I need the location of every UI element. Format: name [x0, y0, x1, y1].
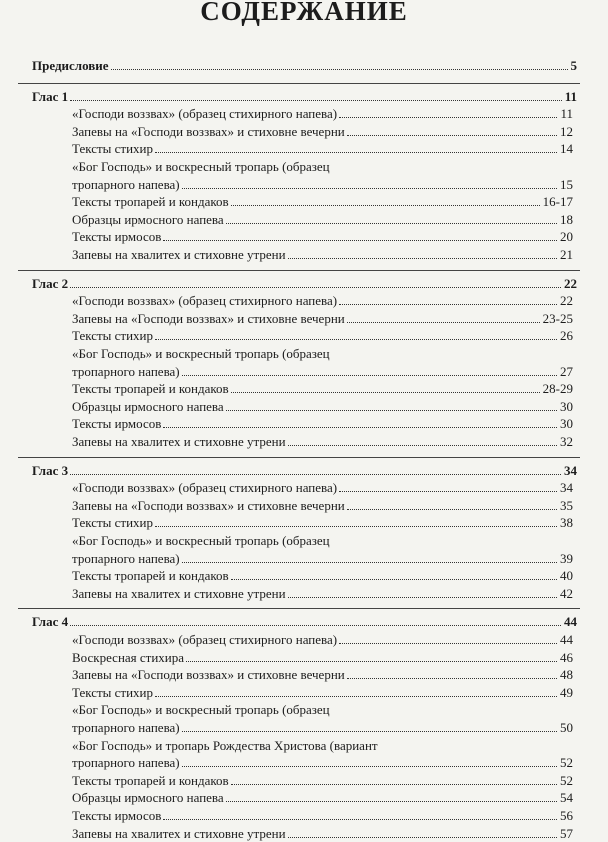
toc-entry-label-continued: тропарного напева)	[72, 363, 180, 379]
toc-entry-label: «Господи воззвах» (образец стихирного напева)	[72, 632, 338, 647]
page-title: СОДЕРЖАНИЕ	[200, 0, 408, 26]
toc-entry-label: Запевы на хвалитех и стиховне утрени	[72, 825, 286, 841]
toc-leader-dots	[155, 526, 557, 527]
toc-entry-label: Образцы ирмосного напева	[72, 790, 224, 806]
toc-leader-dots	[70, 287, 561, 288]
toc-page-number: 22	[564, 275, 577, 291]
toc-leader-dots	[339, 643, 557, 644]
toc-entry-label: Тексты ирмосов	[72, 416, 162, 432]
toc-page-number: 12	[560, 123, 573, 139]
toc-page-number: 54	[560, 790, 573, 806]
toc-entry-label: Запевы на хвалитех и стиховне утрени	[72, 247, 286, 262]
toc-page-number: 30	[560, 398, 573, 414]
toc-leader-dots	[288, 445, 557, 446]
toc-leader-dots	[182, 731, 557, 732]
toc-entry-label: Запевы на «Господи воззвах» и стиховне вечерни	[72, 123, 345, 139]
toc-entry-label: «Бог Господь» и воскресный тропарь (образец	[72, 533, 330, 548]
toc-leader-dots	[226, 410, 557, 411]
toc-leader-dots	[339, 304, 557, 305]
toc-page-number: 20	[560, 229, 573, 245]
toc-entry-label: Тексты стихир	[72, 684, 154, 700]
toc-leader-dots	[347, 322, 540, 323]
toc-page-number: 11	[564, 88, 577, 104]
toc-leader-dots	[347, 135, 557, 136]
toc-entry-label: Тексты тропарей и кондаков	[72, 194, 229, 210]
toc-page-number: 30	[560, 416, 573, 432]
toc-page-number: 52	[560, 772, 573, 788]
toc-entry-label: «Господи воззвах» (образец стихирного напева)	[72, 480, 338, 496]
toc-entry-label: Запевы на хвалитех и стиховне утрени	[72, 434, 286, 449]
toc-entry-label: «Бог Господь» и воскресный тропарь (образец	[72, 702, 330, 718]
toc-page-number: 56	[560, 808, 573, 823]
toc-entry-label: «Господи воззвах» (образец стихирного напева)	[72, 293, 338, 309]
toc-entry-label: Воскресная стихира	[72, 649, 185, 665]
toc-leader-dots	[155, 152, 557, 153]
toc-leader-dots	[186, 661, 557, 662]
section-separator	[18, 457, 580, 458]
toc-leader-dots	[163, 240, 557, 241]
toc-leader-dots	[339, 117, 557, 118]
toc-leader-dots	[231, 392, 540, 393]
toc-leader-dots	[182, 375, 557, 376]
toc-page-number: 5	[570, 58, 577, 73]
toc-page-number: 14	[560, 141, 573, 157]
toc-page-number: 22	[560, 293, 573, 309]
toc-leader-dots	[288, 837, 557, 838]
toc-leader-dots	[155, 696, 557, 697]
toc-leader-dots	[111, 69, 568, 70]
toc-leader-dots	[182, 188, 557, 189]
toc-entry-label: Запевы на «Господи воззвах» и стиховне вечерни	[72, 497, 345, 513]
toc-entry-label-continued: тропарного напева)	[72, 550, 180, 566]
toc-page-number: 50	[560, 719, 573, 735]
toc-page-number: 52	[560, 755, 573, 771]
toc-entry-label: Образцы ирмосного напева	[72, 398, 224, 414]
toc-page-number: 23-25	[542, 310, 573, 326]
toc-page-number: 34	[564, 462, 577, 478]
toc-entry-label: Тексты стихир	[72, 141, 154, 157]
toc-entry-label: «Бог Господь» и воскресный тропарь (образец	[72, 346, 330, 361]
toc-page-number: 57	[560, 825, 573, 841]
toc-entry-label-continued: тропарного напева)	[72, 755, 180, 771]
toc-entry-label: Предисловие	[32, 58, 109, 73]
toc-entry-label: Тексты тропарей и кондаков	[72, 772, 229, 788]
toc-entry-label: «Бог Господь» и воскресный тропарь (образец	[72, 159, 330, 174]
toc-page-number: 35	[560, 497, 573, 513]
toc-page-number: 28-29	[542, 381, 573, 397]
toc-page-number: 39	[560, 550, 573, 566]
toc-page-number: 32	[560, 434, 573, 449]
toc-leader-dots	[231, 579, 557, 580]
toc-entry-label: Тексты тропарей и кондаков	[72, 381, 229, 397]
toc-entry-label: Тексты стихир	[72, 515, 154, 531]
toc-leader-dots	[231, 205, 540, 206]
toc-leader-dots	[288, 258, 557, 259]
toc-leader-dots	[347, 509, 557, 510]
toc-leader-dots	[347, 678, 557, 679]
toc-page-number: 26	[560, 328, 573, 344]
toc-entry-label-continued: тропарного напева)	[72, 719, 180, 735]
toc-entry-label: Тексты стихир	[72, 328, 154, 344]
toc-page-number: 42	[560, 585, 573, 601]
toc-page-number: 38	[560, 515, 573, 531]
toc-leader-dots	[182, 766, 557, 767]
toc-page-number: 16-17	[542, 194, 573, 210]
toc-page-number: 15	[560, 176, 573, 192]
section-separator	[18, 608, 580, 609]
toc-leader-dots	[231, 784, 557, 785]
toc-entry-label: Запевы на «Господи воззвах» и стиховне вечерни	[72, 310, 345, 326]
toc-page-number: 49	[560, 684, 573, 700]
toc-entry-label: Глас 4	[32, 614, 69, 630]
toc-leader-dots	[155, 339, 557, 340]
toc-leader-dots	[163, 819, 557, 820]
toc-entry-label: Образцы ирмосного напева	[72, 211, 224, 227]
toc-leader-dots	[226, 801, 557, 802]
toc-entry-label: Глас 2	[32, 275, 69, 291]
toc-entry-label: Тексты тропарей и кондаков	[72, 568, 229, 584]
toc-page-number: 40	[560, 568, 573, 584]
toc-entry-label: «Бог Господь» и тропарь Рождества Христова (вариант	[72, 737, 378, 753]
toc-leader-dots	[70, 100, 562, 101]
toc-entry-label-continued: тропарного напева)	[72, 176, 180, 192]
toc-page-number: 34	[560, 480, 573, 496]
toc-entry-label: Запевы на хвалитех и стиховне утрени	[72, 585, 286, 601]
toc-entry-label: Глас 3	[32, 462, 69, 478]
toc-leader-dots	[70, 474, 561, 475]
toc-page-number: 18	[560, 211, 573, 227]
toc-leader-dots	[70, 625, 561, 626]
toc-page-number: 46	[560, 649, 573, 665]
toc-page-number: 44	[564, 614, 577, 630]
toc-leader-dots	[226, 223, 557, 224]
toc-page-number: 11	[560, 106, 573, 122]
toc-leader-dots	[163, 427, 557, 428]
toc-page-number: 27	[560, 363, 573, 379]
toc-entry-label: Тексты ирмосов	[72, 229, 162, 245]
section-separator	[18, 270, 580, 271]
toc-leader-dots	[288, 597, 557, 598]
toc-leader-dots	[182, 562, 557, 563]
toc-entry-label: Глас 1	[32, 88, 69, 104]
toc-leader-dots	[339, 491, 557, 492]
toc-entry-label: Тексты ирмосов	[72, 808, 162, 823]
toc-page-number: 48	[560, 667, 573, 683]
section-separator	[18, 83, 580, 84]
toc-page-number: 44	[560, 632, 573, 647]
toc-page-number: 21	[560, 247, 573, 262]
toc-entry-label: «Господи воззвах» (образец стихирного напева)	[72, 106, 338, 122]
toc-entry-label: Запевы на «Господи воззвах» и стиховне вечерни	[72, 667, 345, 683]
